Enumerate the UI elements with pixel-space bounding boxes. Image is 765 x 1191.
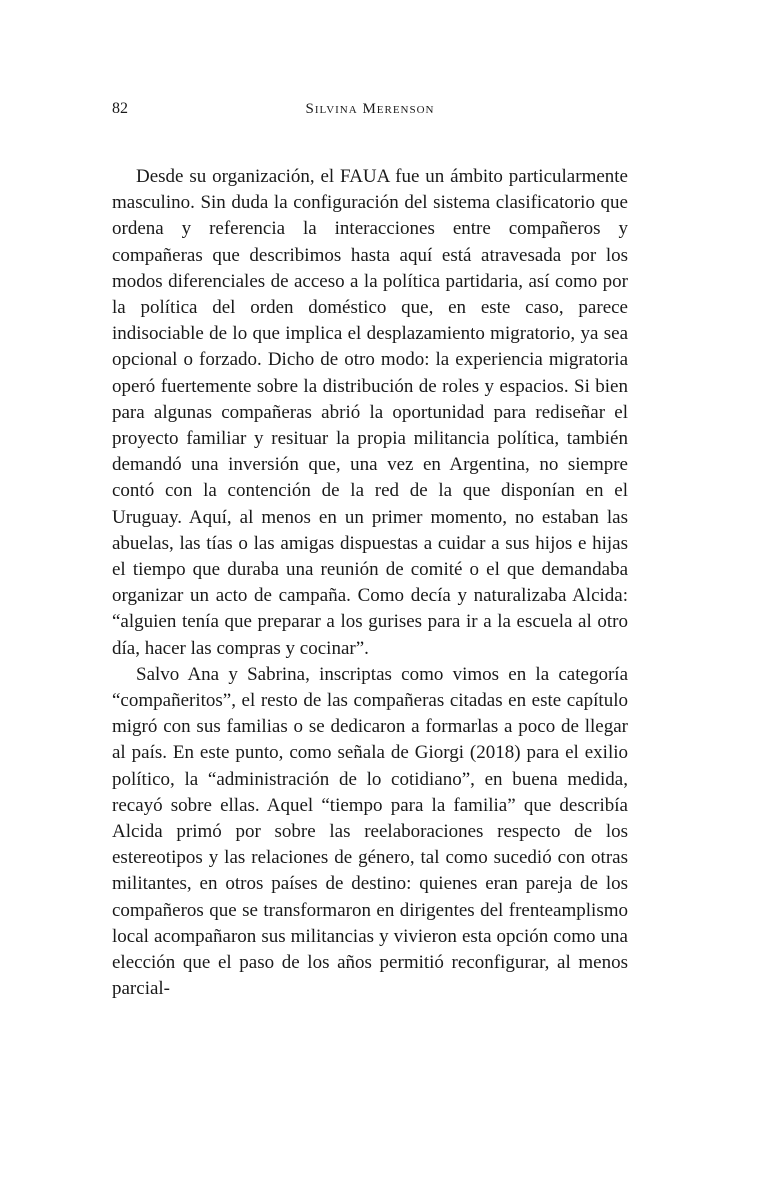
- paragraph: Desde su organización, el FAUA fue un ámbito particularmente masculino. Sin duda la configuración del sistema clasificatorio que ordena y referencia la interacciones entre compañeros y compañeras que describimos hasta aquí está atravesada por los modos diferenciales de acceso a la política partidaria, así como por la política del orden doméstico que, en este caso, parece indisociable de lo que implica el desplazamiento migratorio, ya sea opcional o forzado. Dicho de otro modo: la experiencia migratoria operó fuertemente sobre la distribución de roles y espacios. Si bien para algunas compañeras abrió la oportunidad para rediseñar el proyecto familiar y resituar la propia militancia política, también demandó una inversión que, una vez en Argentina, no siempre contó con la contención de la red de la que disponían en el Uruguay. Aquí, al menos en un primer momento, no estaban las abuelas, las tías o las amigas dispuestas a cuidar a sus hijos e hijas el tiempo que duraba una reunión de comité o el que demandaba organizar un acto de campaña. Como decía y naturalizaba Alcida: “alguien tenía que preparar a los gurises para ir a la escuela al otro día, hacer las compras y cocinar”.: [112, 166, 628, 659]
- running-head: [112, 98, 628, 122]
- paragraph: Salvo Ana y Sabrina, inscriptas como vimos en la categoría “compañeritos”, el resto de las compañeras citadas en este capítulo migró con sus familias o se dedicaron a formarlas a poco de llegar al país. En este punto, como señala de Giorgi (2018) para el exilio político, la “administración de lo cotidiano”, en buena medida, recayó sobre ellas. Aquel “tiempo para la familia” que describía Alcida primó por sobre las reelaboraciones respecto de los estereotipos y las relaciones de género, tal como sucedió con otras militantes, en otros países de destino: quienes eran pareja de los compañeros que se transformaron en dirigentes del frenteamplismo local acompañaron sus militancias y vivieron esta opción como una elección que el paso de los años permitió reconfigurar, al menos parcial-: [112, 663, 628, 1000]
- page-number: 82: [112, 100, 128, 117]
- running-title-author: Silvina Merenson: [305, 101, 435, 117]
- body-text: [112, 164, 628, 1003]
